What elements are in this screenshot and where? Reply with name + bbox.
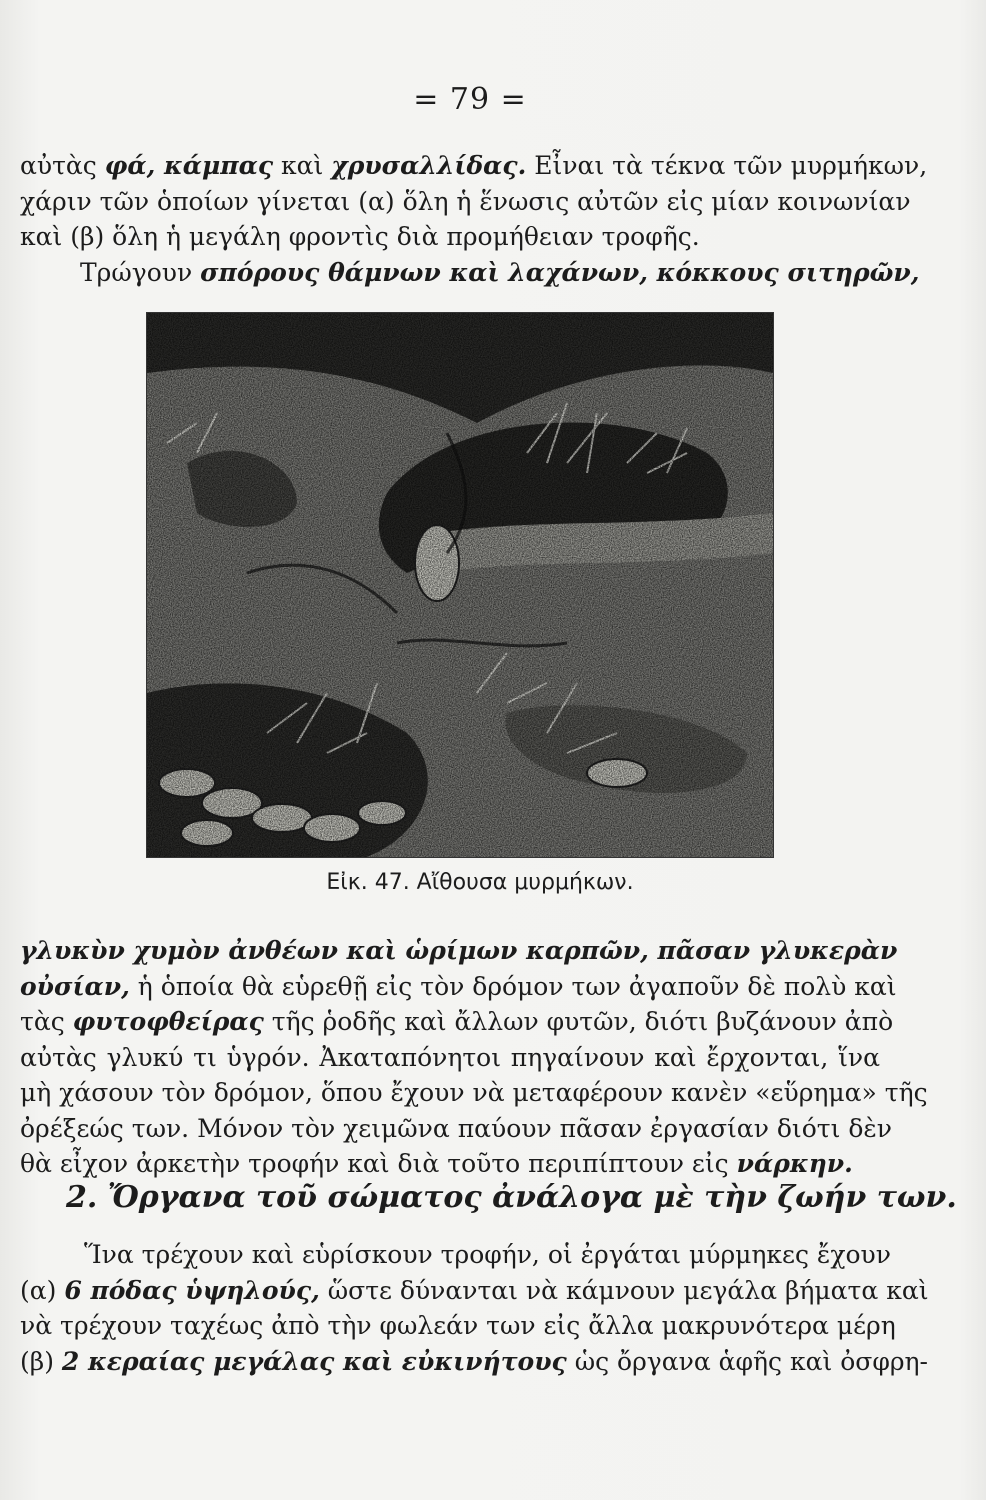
text-run: ὥστε δύνανται νὰ κάμνουν μεγάλα βήματα καὶ xyxy=(319,1276,929,1305)
paragraph1-line2: χάριν τῶν ὁποίων γίνεται (α) ὅλη ἡ ἕνωσις αὐτῶν εἰς μίαν κοινωνίαν xyxy=(20,187,911,216)
text-run: Τρώγουν xyxy=(80,258,201,287)
paragraph3-line1: Ἵνα τρέχουν καὶ εὑρίσκουν τροφήν, οἱ ἐργάται μύρμηκες ἔχουν xyxy=(84,1240,891,1269)
paragraph2-line4: αὐτὰς γλυκύ τι ὑγρόν. Ἀκαταπόνητοι πηγαίνουν καὶ ἔρχονται, ἵνα xyxy=(20,1043,880,1072)
paragraph1-line4 xyxy=(80,255,920,291)
text-run: ὡς ὄργανα ἁφῆς καὶ ὀσφρη- xyxy=(566,1347,928,1376)
paragraph2-line2 xyxy=(20,969,897,1005)
text-run: θὰ εἶχον ἀρκετὴν τροφήν καὶ διὰ τοῦτο περιπίπτουν εἰς xyxy=(20,1149,737,1178)
text-run: ἡ ὁποία θὰ εὑρεθῇ εἰς τὸν δρόμον των ἀγαποῦν δὲ πολὺ καὶ xyxy=(129,972,897,1001)
bold-term: φά, κάμπας xyxy=(104,151,274,180)
bold-term: 2 κεραίας μεγάλας καὶ εὐκινήτους xyxy=(61,1347,567,1376)
text-run: τῆς ῥοδῆς καὶ ἄλλων φυτῶν, διότι βυζάνουν ἀπὸ xyxy=(263,1007,894,1036)
bold-term: οὐσίαν, xyxy=(20,972,130,1001)
text-run: (β) xyxy=(20,1347,62,1376)
bold-term: φυτοφθείρας xyxy=(72,1007,264,1036)
paragraph2-line1: γλυκὺν χυμὸν ἀνθέων καὶ ὡρίμων καρπῶν, πᾶσαν γλυκερὰν xyxy=(20,936,898,965)
text-run: Εἶναι τὰ τέκνα τῶν μυρμήκων, xyxy=(526,151,928,180)
bold-term: χρυσαλλίδας. xyxy=(331,151,527,180)
text-run: (α) xyxy=(20,1276,65,1305)
bold-term: σπόρους θάμνων καὶ λαχάνων, κόκκους σιτηρῶν, xyxy=(200,258,920,287)
page-number: = 79 = xyxy=(413,82,527,117)
bold-term: νάρκην. xyxy=(736,1149,853,1178)
text-run: αὐτὰς xyxy=(20,151,105,180)
ant-chamber-illustration xyxy=(146,312,774,858)
paragraph3-line3: νὰ τρέχουν ταχέως ἀπὸ τὴν φωλεάν των εἰς ἄλλα μακρυνότερα μέρη xyxy=(20,1311,896,1340)
paragraph2-line7 xyxy=(20,1146,880,1182)
paragraph1-line3: καὶ (β) ὅλη ἡ μεγάλη φροντὶς διὰ προμήθειαν τροφῆς. xyxy=(20,222,700,251)
figure-caption: Εἰκ. 47. Αἴθουσα μυρμήκων. xyxy=(326,870,634,895)
section-heading: 2. Ὄργανα τοῦ σώματος ἀνάλογα μὲ τὴν ζωήν των. xyxy=(66,1180,957,1215)
paragraph1-line1 xyxy=(20,148,928,184)
text-run: καὶ xyxy=(273,151,332,180)
paragraph3-line2 xyxy=(20,1273,929,1309)
bold-term: 6 πόδας ὑψηλούς, xyxy=(64,1276,320,1305)
text-run: τὰς xyxy=(20,1007,73,1036)
paragraph3-line4 xyxy=(20,1344,928,1380)
paragraph2-line3 xyxy=(20,1004,894,1040)
paragraph2-line6: ὀρέξεώς των. Μόνον τὸν χειμῶνα παύουν πᾶσαν ἐργασίαν διότι δὲν xyxy=(20,1114,892,1143)
paragraph2-line5: μὴ χάσουν τὸν δρόμον, ὅπου ἔχουν νὰ μεταφέρουν κανὲν «εὕρημα» τῆς xyxy=(20,1078,928,1107)
